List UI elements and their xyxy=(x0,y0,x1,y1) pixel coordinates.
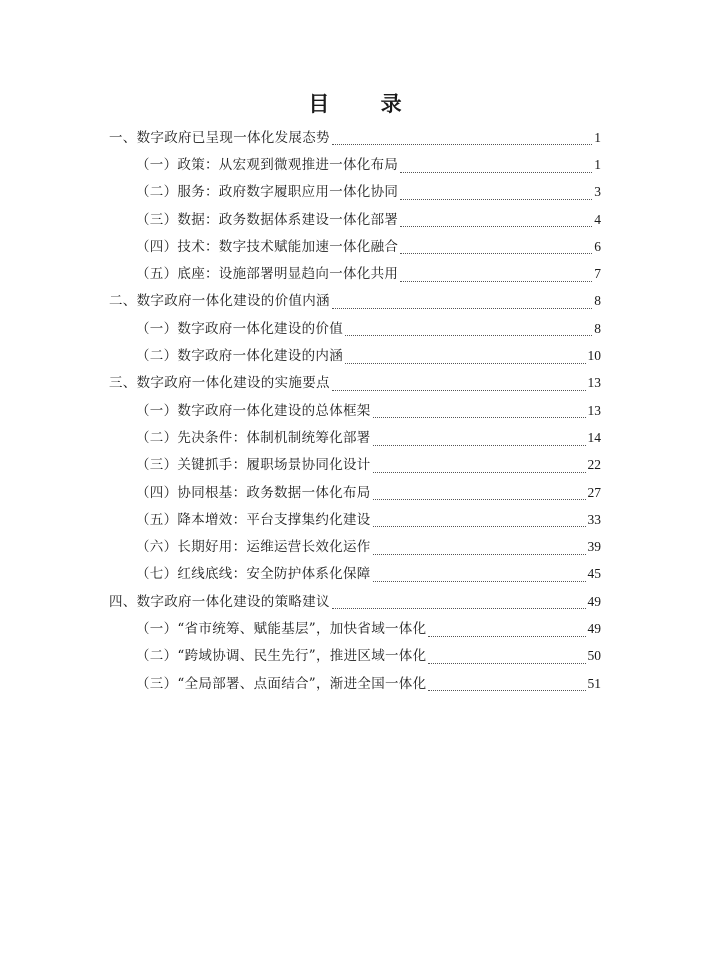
dot-leader xyxy=(332,390,586,391)
toc-page-number: 8 xyxy=(594,293,601,309)
toc-entry-title: （三）“全局部署、点面结合”，渐进全国一体化 xyxy=(136,675,427,692)
toc-section-entry[interactable] xyxy=(0,397,710,424)
table-of-contents xyxy=(0,124,710,697)
toc-entry-title: （四）协同根基：政务数据一体化布局 xyxy=(136,484,371,501)
toc-chapter-entry[interactable] xyxy=(0,370,710,397)
toc-page-number: 49 xyxy=(587,620,601,636)
toc-section-entry[interactable] xyxy=(0,533,710,560)
dot-leader xyxy=(373,554,586,555)
toc-page-number: 14 xyxy=(587,429,601,445)
dot-leader xyxy=(400,253,592,254)
toc-section-entry[interactable] xyxy=(0,260,710,287)
toc-page-number: 1 xyxy=(594,129,601,145)
toc-page-number: 45 xyxy=(587,566,601,582)
dot-leader xyxy=(332,308,592,309)
toc-section-entry[interactable] xyxy=(0,342,710,369)
dot-leader xyxy=(332,608,586,609)
toc-page-number: 51 xyxy=(587,675,601,691)
toc-page-number: 8 xyxy=(594,320,601,336)
toc-section-entry[interactable] xyxy=(0,179,710,206)
toc-entry-title: （六）长期好用：运维运营长效化运作 xyxy=(136,539,371,556)
toc-entry-title: （二）服务：政府数字履职应用一体化协同 xyxy=(136,184,399,201)
toc-entry-title: （七）红线底线：安全防护体系化保障 xyxy=(136,566,371,583)
toc-entry-title: （一）数字政府一体化建设的总体框架 xyxy=(136,402,371,419)
toc-page-number: 4 xyxy=(594,211,601,227)
dot-leader xyxy=(428,636,585,637)
toc-entry-title: （二）先决条件：体制机制统筹化部署 xyxy=(136,429,371,446)
dot-leader xyxy=(332,144,592,145)
dot-leader xyxy=(373,499,586,500)
toc-entry-title: （一）“省市统筹、赋能基层”，加快省域一体化 xyxy=(136,620,427,637)
dot-leader xyxy=(400,281,592,282)
toc-entry-title: （二）“跨域协调、民生先行”，推进区域一体化 xyxy=(136,648,427,665)
toc-section-entry[interactable] xyxy=(0,452,710,479)
toc-section-entry[interactable] xyxy=(0,643,710,670)
dot-leader xyxy=(400,199,592,200)
toc-section-entry[interactable] xyxy=(0,151,710,178)
toc-entry-title: （二）数字政府一体化建设的内涵 xyxy=(136,348,343,365)
toc-section-entry[interactable] xyxy=(0,233,710,260)
toc-section-entry[interactable] xyxy=(0,506,710,533)
dot-leader xyxy=(373,445,586,446)
toc-page-number: 10 xyxy=(587,348,601,364)
toc-page-number: 22 xyxy=(587,457,601,473)
toc-entry-title: （三）数据：政务数据体系建设一体化部署 xyxy=(136,211,399,228)
page-title: 目 录 xyxy=(308,92,424,116)
toc-page-number: 1 xyxy=(594,156,601,172)
dot-leader xyxy=(400,172,592,173)
dot-leader xyxy=(373,526,586,527)
toc-page-number: 49 xyxy=(587,593,601,609)
toc-section-entry[interactable] xyxy=(0,615,710,642)
dot-leader xyxy=(428,663,585,664)
toc-section-entry[interactable] xyxy=(0,315,710,342)
toc-section-entry[interactable] xyxy=(0,206,710,233)
toc-page-number: 7 xyxy=(594,266,601,282)
toc-entry-title: 一、数字政府已呈现一体化发展态势 xyxy=(109,129,330,146)
toc-section-entry[interactable] xyxy=(0,561,710,588)
dot-leader xyxy=(373,581,586,582)
toc-entry-title: （五）降本增效：平台支撑集约化建设 xyxy=(136,511,371,528)
toc-entry-title: 四、数字政府一体化建设的策略建议 xyxy=(109,593,330,610)
toc-page-number: 3 xyxy=(594,184,601,200)
dot-leader xyxy=(345,335,592,336)
toc-page-number: 6 xyxy=(594,238,601,254)
dot-leader xyxy=(428,690,585,691)
toc-entry-title: （四）技术：数字技术赋能加速一体化融合 xyxy=(136,238,399,255)
dot-leader xyxy=(345,363,586,364)
dot-leader xyxy=(400,226,592,227)
toc-chapter-entry[interactable] xyxy=(0,124,710,151)
toc-entry-title: （一）数字政府一体化建设的价值 xyxy=(136,320,343,337)
toc-entry-title: （五）底座：设施部署明显趋向一体化共用 xyxy=(136,266,399,283)
toc-section-entry[interactable] xyxy=(0,479,710,506)
toc-entry-title: 三、数字政府一体化建设的实施要点 xyxy=(109,375,330,392)
toc-section-entry[interactable] xyxy=(0,424,710,451)
toc-page-number: 27 xyxy=(587,484,601,500)
dot-leader xyxy=(373,417,586,418)
toc-chapter-entry[interactable] xyxy=(0,288,710,315)
toc-page-number: 13 xyxy=(587,375,601,391)
toc-page-number: 39 xyxy=(587,539,601,555)
toc-entry-title: 二、数字政府一体化建设的价值内涵 xyxy=(109,293,330,310)
toc-page-number: 50 xyxy=(587,648,601,664)
toc-page-number: 33 xyxy=(587,511,601,527)
toc-entry-title: （一）政策：从宏观到微观推进一体化布局 xyxy=(136,156,399,173)
toc-section-entry[interactable] xyxy=(0,670,710,697)
toc-entry-title: （三）关键抓手：履职场景协同化设计 xyxy=(136,457,371,474)
toc-page-number: 13 xyxy=(587,402,601,418)
dot-leader xyxy=(373,472,586,473)
toc-chapter-entry[interactable] xyxy=(0,588,710,615)
